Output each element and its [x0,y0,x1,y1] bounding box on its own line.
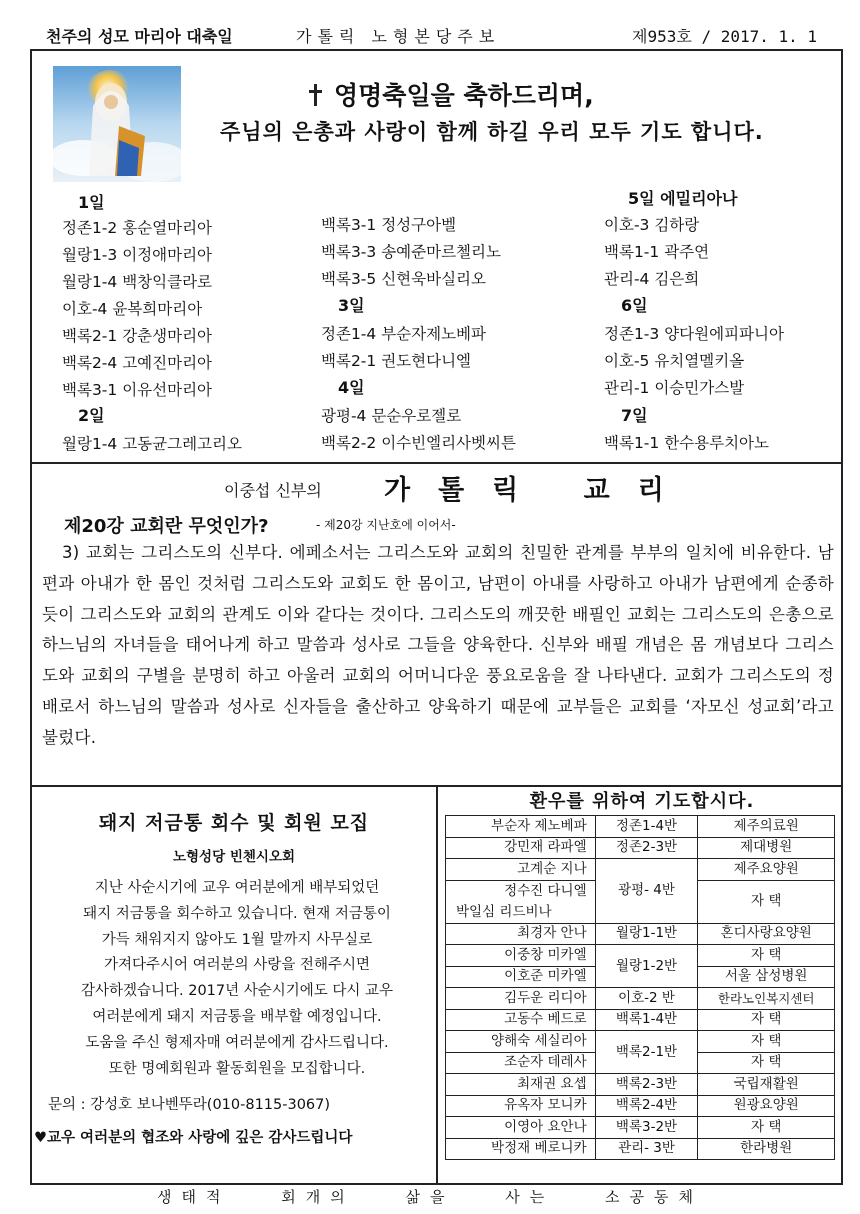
patient-location: 원광요양원 [698,1095,835,1117]
patient-location: 제주요양원 [698,859,835,881]
patient-district: 백록2-3반 [595,1074,698,1096]
patient-name: 박정재 베로니카 [446,1138,596,1160]
patient-location: 자 택 [698,1009,835,1031]
feastday-name: 백록2-2 이수빈엘리사벳씨튼 [321,434,516,452]
table-row [446,1138,835,1160]
bulletin-header [0,0,860,52]
patient-district: 관리- 3반 [595,1138,698,1160]
feastday-name: 이호-4 윤복희마리아 [62,300,203,318]
patient-district: 월랑1-1반 [595,923,698,945]
footer-word: 소공동체 [605,1188,704,1206]
day-6-heading: 6일 [621,296,648,315]
issue-number: 제953호 / 2017. 1. 1 [632,27,818,46]
table-row [446,1117,835,1139]
patient-district: 백록3-2반 [595,1117,698,1139]
patient-name: 양해숙 세실리아 [446,1031,596,1053]
piggybank-line: 여러분에게 돼지 저금통을 배부할 예정입니다. [92,1008,382,1025]
patient-name: 부순자 제노베파 [446,816,596,838]
feastday-name: 정존1-2 홍순열마리아 [62,219,213,237]
patient-name: 조순자 데레사 [446,1052,596,1074]
patient-name: 김두운 리디아 [446,988,596,1010]
piggybank-contact: 문의 : 강성호 보나벤뚜라(010-8115-3067) [48,1097,331,1113]
feastday-name: 이호-3 김하랑 [604,216,700,234]
table-row [446,837,835,859]
patient-location: 제대병원 [698,837,835,859]
feast-title: 천주의 성모 마리아 대축일 [46,27,233,46]
day-3-heading: 3일 [338,296,365,315]
patient-district: 정존2-3반 [595,837,698,859]
day-2-heading: 2일 [78,406,105,425]
feastday-name: 관리-4 김은희 [604,270,700,288]
patient-table [445,815,835,1160]
piggybank-subtitle: 노형성당 빈첸시오회 [172,849,296,865]
patient-district: 백록1-4반 [595,1009,698,1031]
piggybank-line: 돼지 저금통을 회수하고 있습니다. 현재 저금통이 [83,905,391,922]
table-row [446,988,835,1010]
patient-location: 자 택 [698,1052,835,1074]
footer-slogan [0,1186,860,1207]
feastday-name: 백록3-1 정성구아벨 [321,216,457,234]
greeting-line-2: 주님의 은총과 사랑이 함께 하길 우리 모두 기도 합니다. [220,120,764,144]
feastday-name: 월랑1-4 백창익클라로 [62,273,213,291]
patient-location: 자 택 [698,880,835,923]
table-row [446,1031,835,1053]
patient-name: 최경자 안나 [446,923,596,945]
doctrine-body: 3) 교회는 그리스도의 신부다. 에페소서는 그리스도와 교회의 친밀한 관계를 부부의 일치에 비유한다. 남편과 아내가 한 몸인 것처럼 그리스도와 교회도 한 몸이고, 남편이 아내를 사랑하고 아내가 남편에게 순종하듯이 그리스도와 교회의 관계도 이와 같다는 것이다. 그리스도의 깨끗한 배필인 교회는 그리스도의 은총으로 하느님의 자녀들을 태어나게 하고 말씀과 성사로 그들을 양육한다. 신부와 배필 개념은 몸 개념보다 그리스도와 교회의 구별을 분명히 하고 아울러 교회의 어머니다운 풍요로움을 잘 나타낸다. 교회가 그리스도의 정배로서 하느님의 말씀과 성사로 신자들을 출산하고 양육하기 때문에 교부들은 교회를 ‘자모신 성교회’라고 불렀다. [42,543,834,747]
lesson-title: 제20강 교회란 무엇인가? [64,516,269,537]
patient-district: 이호-2 반 [595,988,698,1010]
patient-location: 한라병원 [698,1138,835,1160]
day-7-heading: 7일 [621,406,648,425]
patient-name: 유옥자 모니카 [446,1095,596,1117]
feastday-name: 월랑1-3 이정애마리아 [62,246,213,264]
bulletin-name: 가톨릭 노형본당주보 [296,27,501,46]
patient-location: 자 택 [698,1031,835,1053]
footer-word: 생태적 [156,1188,231,1206]
patient-district: 월랑1-2반 [595,945,698,988]
feastday-name: 백록2-1 권도현다니엘 [321,352,472,370]
feastday-name: 백록2-1 강춘생마리아 [62,327,213,345]
feastday-name: 백록3-5 신현욱바실리오 [321,270,487,288]
patient-location: 국립재활원 [698,1074,835,1096]
feastday-name: 백록3-3 송예준마르첼리노 [321,243,501,261]
piggybank-thanks: ♥교우 여러분의 협조와 사랑에 깊은 감사드립니다 [34,1130,353,1146]
feastday-name: 백록3-1 이유선마리아 [62,381,213,399]
day-4-heading: 4일 [338,378,365,397]
feastday-name: 정존1-3 양다원에피파니아 [604,325,784,343]
piggybank-line: 도움을 주신 형제자매 여러분에게 감사드립니다. [85,1034,389,1051]
divider-vertical [436,785,438,1185]
prayer-title: 환우를 위하여 기도합시다. [529,791,755,812]
piggybank-line: 감사하겠습니다. 2017년 사순시기에도 다시 교우 [80,983,394,1000]
lesson-subtitle: - 제20강 지난호에 이어서- [316,518,456,532]
patient-name: 최재권 요셉 [446,1074,596,1096]
piggybank-line: 가져다주시어 여러분의 사랑을 전해주시면 [104,957,370,974]
piggybank-body [44,876,430,1082]
feastday-name: 이호-5 유치열멜키올 [604,352,745,370]
patient-location: 서울 삼성병원 [698,966,835,988]
patient-district: 백록2-4반 [595,1095,698,1117]
mary-portrait-image [53,66,181,182]
piggybank-line: 가득 채워지지 않아도 1월 말까지 사무실로 [101,931,373,948]
feastday-name: 월랑1-4 고동균그레고리오 [62,435,242,453]
greeting-text-1: 영명축일을 축하드리며, [334,81,594,110]
feastday-name: 백록1-1 한수용루치아노 [604,434,770,452]
piggybank-line: 지난 사순시기에 교우 여러분에게 배부되었던 [94,880,380,896]
table-row [446,1095,835,1117]
feastday-name: 백록2-4 고예진마리아 [62,354,213,372]
divider-feastdays [30,462,843,464]
patient-district: 백록2-1반 [595,1031,698,1074]
patient-location: 혼디사랑요양원 [698,923,835,945]
patient-name: 정수진 다니엘 [446,880,596,902]
doctrine-author: 이중섭 신부의 [224,481,322,500]
piggybank-title: 돼지 저금통 회수 및 회원 모집 [98,812,370,834]
table-row [446,1009,835,1031]
table-row [446,1074,835,1096]
feastday-name: 정존1-4 부순자제노베파 [321,325,487,343]
table-row [446,859,835,881]
patient-location: 자 택 [698,945,835,967]
patient-name: 이중창 미카엘 [446,945,596,967]
patient-name: 강민재 라파엘 [446,837,596,859]
patient-location: 한라노인복지센터 [698,988,835,1010]
feastday-name: 광평-4 문순우로젤로 [321,407,462,425]
piggybank-line: 또한 명예회원과 활동회원을 모집합니다. [108,1060,366,1077]
cross-icon [308,84,324,106]
table-row [446,945,835,967]
patient-district: 광평- 4반 [595,859,698,924]
patient-name: 고동수 베드로 [446,1009,596,1031]
patient-name: 박일심 리드비나 [446,902,596,924]
doctrine-title: 가톨릭 교리 [384,475,692,506]
patient-name: 이영아 요안나 [446,1117,596,1139]
patient-name: 고계순 지나 [446,859,596,881]
footer-word: 회개의 [281,1188,355,1206]
doctrine-header [0,468,860,508]
patient-location: 자 택 [698,1117,835,1139]
table-row [446,923,835,945]
feastday-name: 백록1-1 곽주연 [604,243,710,261]
day-5-heading: 5일 에밀리아나 [628,189,738,208]
footer-word: 사는 [505,1188,555,1206]
table-row [446,816,835,838]
footer-word: 삶을 [405,1188,455,1206]
feastday-name: 관리-1 이승민가스발 [604,379,745,397]
patient-name: 이호준 미카엘 [446,966,596,988]
patient-district: 정존1-4반 [595,816,698,838]
greeting-line-1 [308,76,594,112]
patient-location: 제주의료원 [698,816,835,838]
day-1-heading: 1일 [78,193,105,212]
